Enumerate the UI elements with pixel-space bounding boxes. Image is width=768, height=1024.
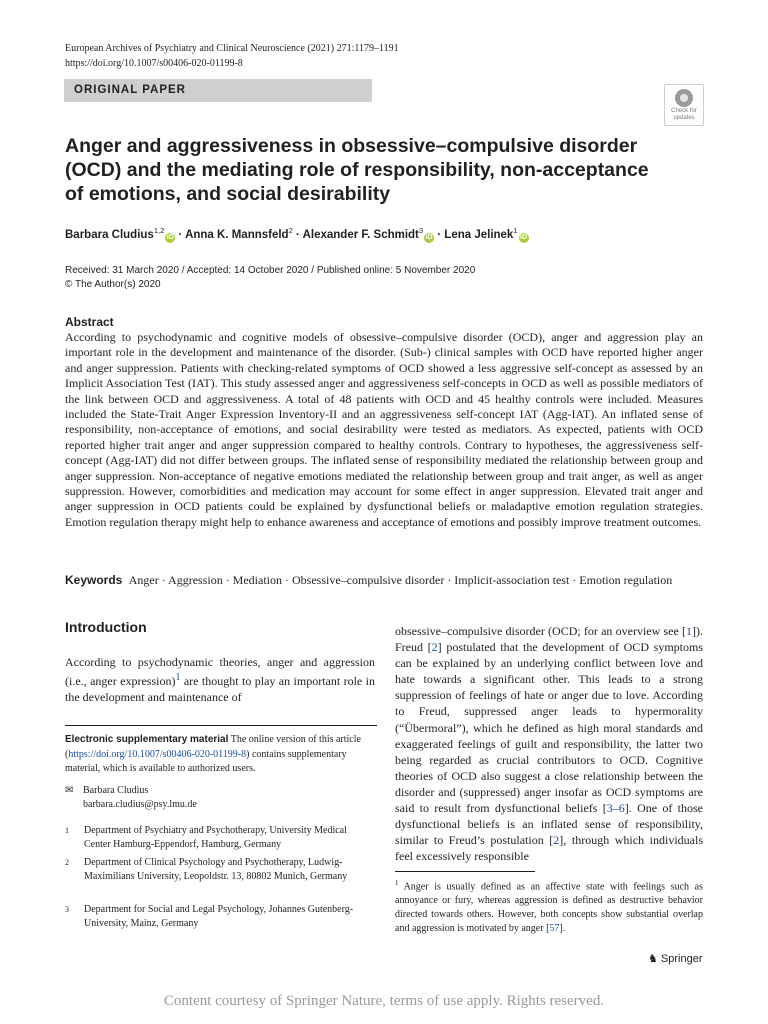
copyright-line: © The Author(s) 2020: [65, 279, 161, 290]
author-list: Barbara Cludius$^{1,2}$iD · Anna K. Mannsfeld$^2$ · Alexander F. Schmidt$^3$iD · Lena Jelinek$^1$iD: [65, 226, 528, 241]
affiliation: [65, 856, 365, 884]
body-text: obsessive–compulsive disorder (OCD; for an overview see [: [395, 624, 686, 638]
orcid-icon[interactable]: iD: [166, 233, 174, 241]
footnote-text: ].: [559, 922, 566, 934]
citation-link[interactable]: 57: [549, 922, 560, 934]
springer-horse-icon: ♞: [648, 953, 658, 965]
affiliation-number: 2: [65, 858, 69, 867]
envelope-icon: ✉: [65, 785, 74, 796]
check-for-updates-badge[interactable]: [664, 84, 704, 126]
abstract-text: According to psychodynamic and cognitive models of obsessive–compulsive disorder (OCD), anger and aggression play an important role in the development and maintenance of the disorder. (Sub-) clinical samples with OCD have reported higher anger and anger suppression. Patients with checking-related symptoms of OCD showed a less aggressive self-concept as assessed by an Implicit Association Test (IAT). This study assessed anger and aggressiveness self-concepts in OCD as well as possible mediators of the link between OCD and aggressiveness. A total of 48 patients with OCD and 45 healthy controls were included. Measures included the State-Trait Anger Expression Inventory-II and an aggressiveness self-concept IAT (Agg-IAT). An inflated sense of responsibility, non-acceptance of emotions, and social desirability were tested as mediators. As expected, patients with OCD reported higher trait anger and anger suppression compared to healthy controls. Contrary to hypotheses, the aggressiveness self-concept (Agg-IAT) did not differ between groups. The inflated sense of responsibility mediated the relationship between group and anger suppression. Non-acceptance of negative emotions mediated the relationship between group and trait anger, as well as anger suppression. However, comorbidities and medication may account for some effect in anger suppression. Elevated trait anger and anger suppression in OCD patients could be explained by dysfunctional beliefs or maladaptive emotion regulation strategies. Emotion regulation therapy might help to enhance awareness and acceptance of emotions and possibly improve treatment outcomes.: [65, 330, 703, 529]
author-name: Barbara Cludius: [65, 228, 154, 241]
esm-link[interactable]: https://doi.org/10.1007/s00406-020-01199-8: [68, 748, 247, 760]
citation-link[interactable]: 2: [553, 833, 560, 848]
check-updates-text-1: Check for: [671, 108, 697, 114]
esm-text: ) contains supplementary material, which is available to authorized users.: [65, 748, 347, 774]
publication-dates: [65, 264, 475, 292]
affiliation-number: 1: [65, 826, 69, 835]
author-name: Alexander F. Schmidt: [302, 228, 419, 241]
contact-email[interactable]: barbara.cludius@psy.lmu.de: [83, 799, 197, 810]
check-updates-text-2: updates: [673, 115, 695, 121]
keywords-label: Keywords: [65, 573, 123, 587]
publisher-logo: [648, 952, 703, 965]
affiliation-number: 3: [65, 905, 69, 914]
dates-line: Received: 31 March 2020 / Accepted: 14 October 2020 / Published online: 5 November 2020: [65, 265, 476, 276]
footnote-ref[interactable]: 1: [175, 672, 181, 684]
affiliation: [65, 903, 365, 931]
supplementary-material-note: [65, 733, 377, 777]
author-affiliation-sup: 2: [288, 226, 293, 235]
body-text: ] postulated that the development of OCD symptoms can be explained by an underlying conflict between love and hate towards a significant other. This leads to a strong suppression of feelings of hate or anger due to love. According to Freud, suppressed anger leads to hypermorality (“Übermoral”), which he defined as high moral standards and exaggerated feelings of guilt and responsibility, the latter two being regarded as crucial contributors to OCD. Cognitive theories of OCD also suggest a close relationship between the disorder and (suppressed) anger insofar as OCD symptoms are said to result from dysfunctional beliefs [: [395, 640, 703, 816]
author-affiliation-sup: 1,2: [153, 226, 165, 235]
keywords: [65, 573, 705, 588]
body-text: According to psychodynamic theories, anger and aggression (i.e., anger expression): [65, 655, 375, 689]
citation-link[interactable]: 1: [686, 624, 692, 638]
corresponding-author: [65, 784, 197, 812]
footnote-divider: [395, 871, 535, 872]
author-affiliation-sup: 3: [418, 226, 424, 235]
orcid-icon[interactable]: iD: [425, 233, 433, 241]
contact-name: Barbara Cludius: [83, 785, 149, 796]
author-name: Anna K. Mannsfeld: [185, 228, 289, 241]
article-title: Anger and aggressiveness in obsessive–compulsive disorder (OCD) and the mediating role of responsibility, non-acceptance of emotions, and social desirability: [65, 135, 649, 205]
article-type-label: ORIGINAL PAPER: [74, 84, 186, 96]
citation-link[interactable]: 3–6: [606, 801, 625, 816]
section-heading-introduction: Introduction: [65, 619, 147, 635]
journal-line: European Archives of Psychiatry and Clinical Neuroscience (2021) 271:1179–1191: [65, 43, 399, 54]
footnote-text: Anger is usually defined as an affective state with feelings such as annoyance or fury, whereas aggression is defined as destructive behavior directed towards others. However, both concepts show substantial overlap and aggression is motivated by anger [: [395, 881, 703, 934]
body-text: ]). Freud [: [395, 624, 703, 655]
citation-link[interactable]: 2: [431, 640, 438, 655]
abstract-heading: Abstract: [65, 315, 114, 329]
footnote-divider: [65, 725, 377, 726]
footnote-number: 1: [395, 879, 399, 887]
check-updates-icon: [675, 89, 693, 107]
doi-line[interactable]: https://doi.org/10.1007/s00406-020-01199-8: [65, 58, 243, 69]
body-text: ], through which individuals feel excessively responsible: [395, 833, 704, 864]
esm-text: The online version of this article (: [65, 734, 361, 760]
body-text: ]. One of those dysfunctional beliefs is an inflated sense of responsibility, similar to Freud’s postulation [: [395, 801, 703, 848]
affiliation-text: Department of Psychiatry and Psychotherapy, University Medical Center Hamburg-Eppendorf, Hamburg, Germany: [84, 825, 347, 850]
affiliation-text: Department of Clinical Psychology and Psychotherapy, Ludwig-Maximilians University, Leopoldstr. 13, 80802 Munich, Germany: [84, 857, 348, 882]
orcid-icon[interactable]: iD: [520, 233, 528, 241]
affiliation: [65, 824, 365, 852]
footnote: [395, 877, 703, 936]
intro-right-column: [395, 623, 703, 864]
body-text: are thought to play an important role in the development and maintenance of: [65, 674, 376, 705]
esm-label: Electronic supplementary material: [65, 734, 229, 745]
author-name: Lena Jelinek: [444, 228, 514, 241]
journal-citation: [65, 41, 399, 71]
courtesy-notice: Content courtesy of Springer Nature, terms of use apply. Rights reserved.: [163, 993, 605, 1009]
keywords-list: Anger · Aggression · Mediation · Obsessive–compulsive disorder · Implicit-association test · Emotion regulation: [128, 573, 673, 587]
author-affiliation-sup: 1: [513, 226, 518, 235]
article-type-banner: [64, 79, 372, 102]
intro-left-column: [65, 654, 375, 705]
affiliation-text: Department for Social and Legal Psychology, Johannes Gutenberg-University, Mainz, Germany: [84, 904, 354, 929]
publisher-name: Springer: [660, 953, 703, 965]
